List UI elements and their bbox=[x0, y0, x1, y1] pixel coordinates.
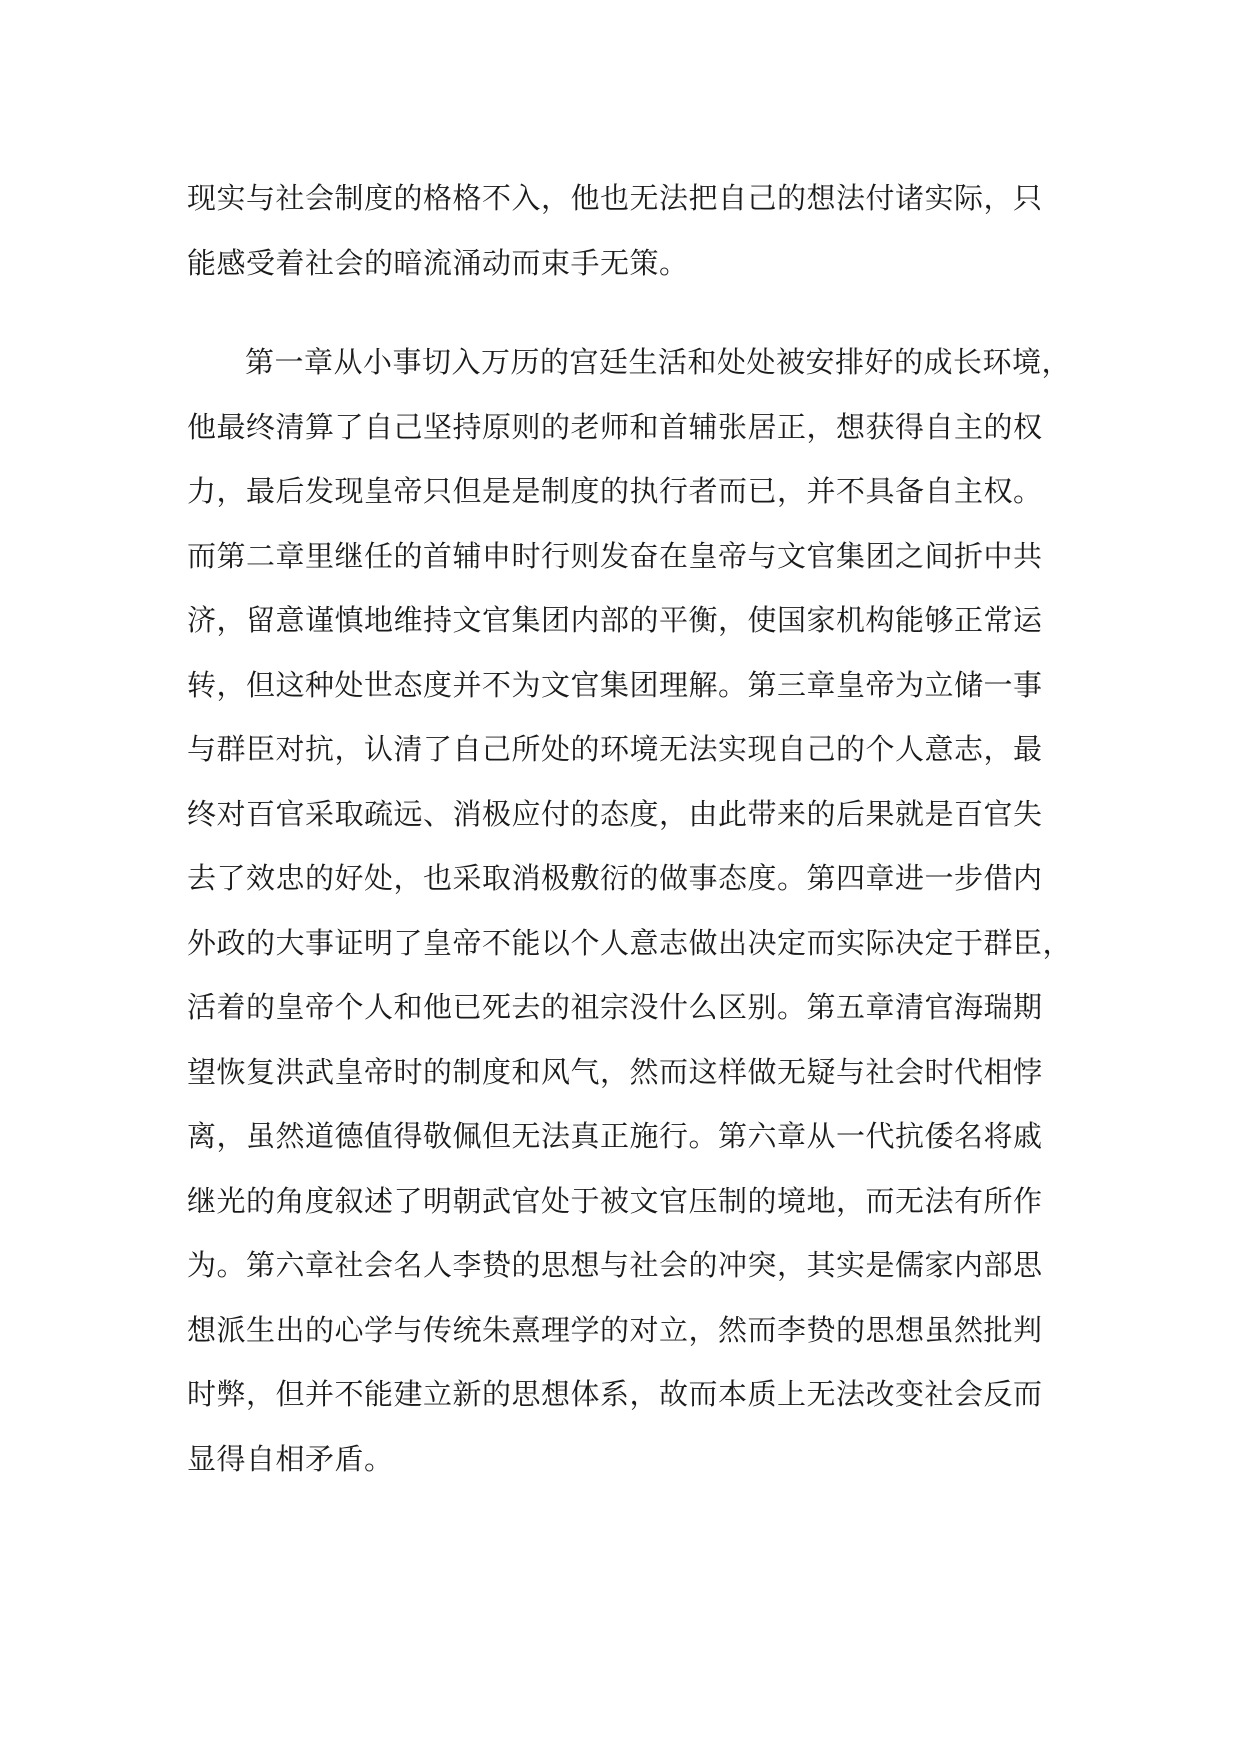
text-line: 活着的皇帝个人和他已死去的祖宗没什么区别。第五章清官海瑞期 bbox=[187, 990, 1043, 1024]
text-line: 而第二章里继任的首辅申时行则发奋在皇帝与文官集团之间折中共 bbox=[187, 538, 1043, 573]
text-line: 力，最后发现皇帝只但是是制度的执行者而已，并不具备自主权。 bbox=[187, 474, 1043, 508]
text-line: 现实与社会制度的格格不入，他也无法把自己的想法付诸实际，只 bbox=[187, 181, 1043, 215]
text-line: 继光的角度叙述了明朝武官处于被文官压制的境地，而无法有所作 bbox=[187, 1183, 1043, 1218]
text-line: 想派生出的心学与传统朱熹理学的对立，然而李贽的思想虽然批判 bbox=[187, 1312, 1043, 1347]
text-line: 外政的大事证明了皇帝不能以个人意志做出决定而实际决定于群臣， bbox=[187, 925, 1073, 960]
text-line: 济，留意谨慎地维持文官集团内部的平衡，使国家机构能够正常运 bbox=[187, 603, 1043, 637]
text-line: 显得自相矛盾。 bbox=[187, 1441, 394, 1476]
text-line: 与群臣对抗，认清了自己所处的环境无法实现自己的个人意志，最 bbox=[187, 732, 1043, 766]
text-line: 离，虽然道德值得敬佩但无法真正施行。第六章从一代抗倭名将戚 bbox=[187, 1119, 1043, 1153]
paragraph-chapter-summary bbox=[187, 330, 1073, 1491]
text-line: 他最终清算了自己坚持原则的老师和首辅张居正，想获得自主的权 bbox=[187, 409, 1043, 444]
text-line: 时弊，但并不能建立新的思想体系，故而本质上无法改变社会反而 bbox=[187, 1377, 1043, 1411]
text-line: 望恢复洪武皇帝时的制度和风气，然而这样做无疑与社会时代相悖 bbox=[187, 1054, 1043, 1089]
text-line-first: 第一章从小事切入万历的宫廷生活和处处被安排好的成长环境， bbox=[245, 345, 1072, 379]
text-line: 转，但这种处世态度并不为文官集团理解。第三章皇帝为立储一事 bbox=[187, 667, 1043, 702]
text-line: 去了效忠的好处，也采取消极敷衍的做事态度。第四章进一步借内 bbox=[187, 861, 1043, 895]
paragraph-continued bbox=[187, 166, 1067, 295]
text-line: 为。第六章社会名人李贽的思想与社会的冲突，其实是儒家内部思 bbox=[187, 1248, 1043, 1282]
text-line: 能感受着社会的暗流涌动而束手无策。 bbox=[187, 245, 689, 280]
text-line: 终对百官采取疏远、消极应付的态度，由此带来的后果就是百官失 bbox=[187, 796, 1043, 831]
